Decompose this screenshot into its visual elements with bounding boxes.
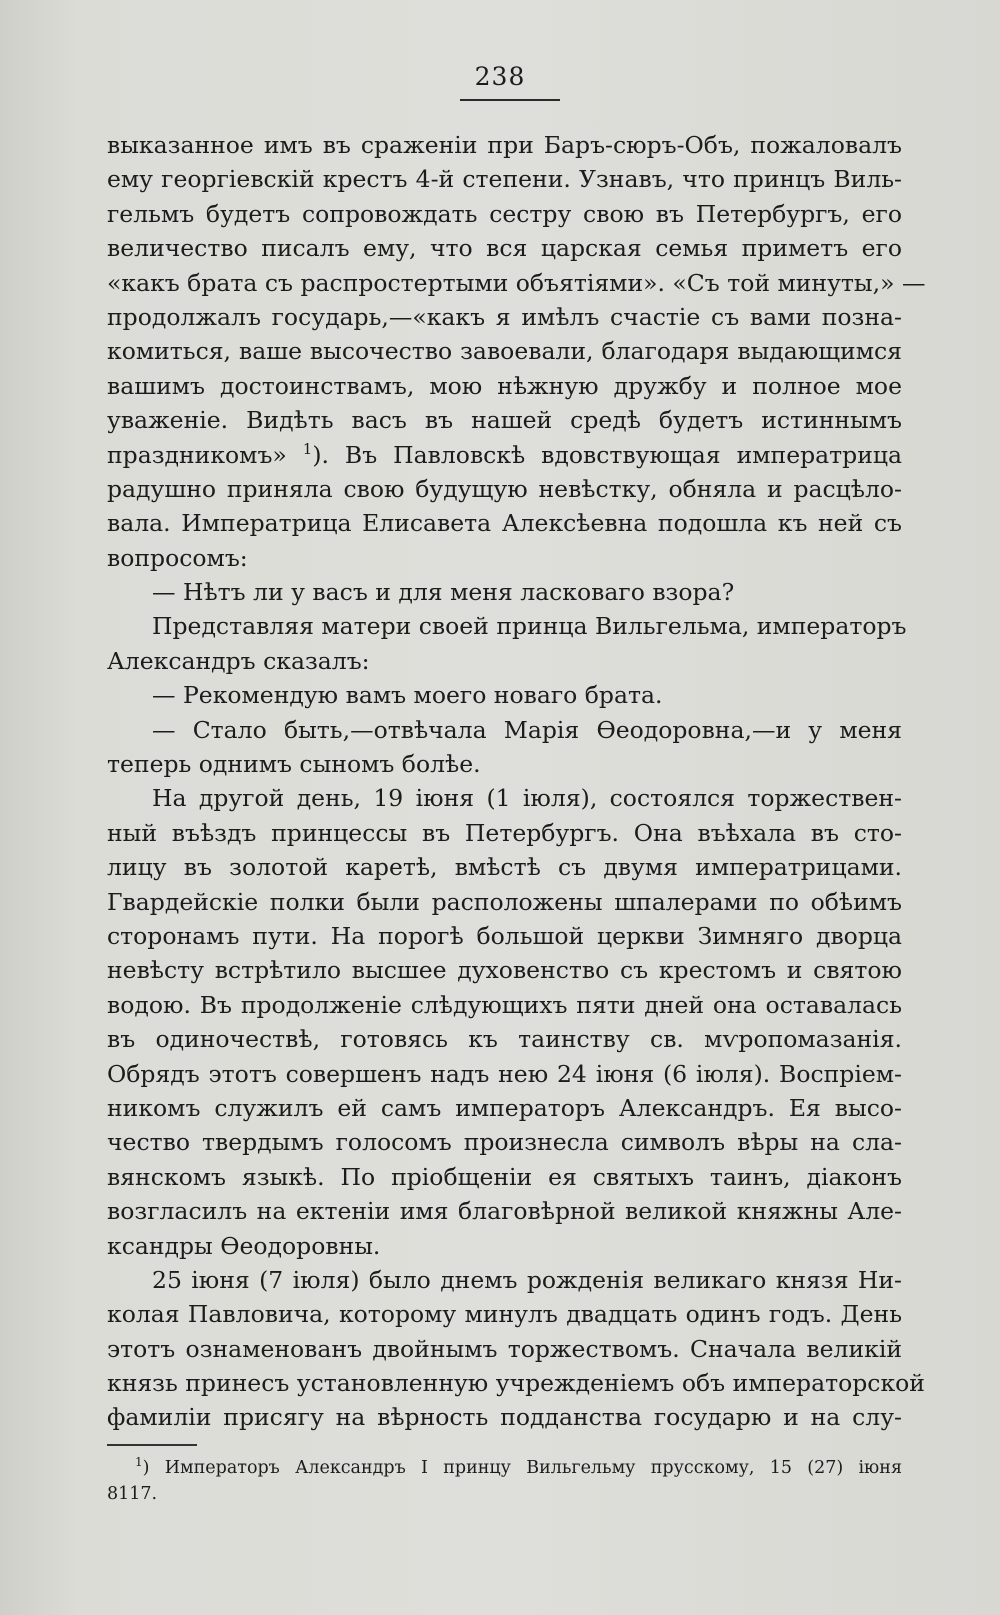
text-line-with-footnote xyxy=(107,438,902,472)
dialogue-line: — Стало быть,—отвѣчала Марія Ѳеодоровна,—и у меня xyxy=(152,715,902,744)
text-line: никомъ служилъ ей самъ императоръ Александръ. Ея высо- xyxy=(107,1093,902,1122)
text-line: вопросомъ: xyxy=(107,543,248,572)
header-rule xyxy=(460,99,560,101)
paragraph-start: На другой день, 19 іюня (1 іюля), состоялся торжествен- xyxy=(152,784,902,813)
text-fragment: ). Въ Павловскѣ вдовствующая императрица xyxy=(312,440,902,469)
text-line: вашимъ достоинствамъ, мою нѣжную дружбу и полное мое xyxy=(107,371,902,400)
footnote-rule xyxy=(107,1444,197,1446)
footnote-mark: 1 xyxy=(135,1455,143,1470)
text-line: ный въѣздъ принцессы въ Петербургъ. Она въѣхала въ сто- xyxy=(107,818,902,847)
footnote-line: 8117. xyxy=(107,1484,158,1504)
footnotes xyxy=(107,1455,902,1507)
footnote-line xyxy=(107,1455,902,1481)
footnote-text: ) Императоръ Александръ I принцу Вильгельму прусскому, 15 (27) іюня xyxy=(142,1458,902,1478)
text-line: «какъ брата съ распростертыми объятіями». «Съ той минуты,» — xyxy=(107,268,926,297)
text-line: вала. Императрица Елисавета Алексѣевна подошла къ ней съ xyxy=(107,509,902,538)
text-line: комиться, ваше высочество завоевали, благодаря выдающимся xyxy=(107,337,902,366)
text-line: теперь однимъ сыномъ болѣе. xyxy=(107,750,481,779)
dialogue-line: — Рекомендую вамъ моего новаго брата. xyxy=(152,681,663,710)
text-line: выказанное имъ въ сраженіи при Баръ-сюръ-Объ, пожаловалъ xyxy=(107,131,902,159)
text-line: невѣсту встрѣтило высшее духовенство съ крестомъ и святою xyxy=(107,956,902,985)
text-line: гельмъ будетъ сопровождать сестру свою въ Петербургъ, его xyxy=(107,199,902,228)
body-text xyxy=(107,128,926,1435)
text-line: сторонамъ пути. На порогѣ большой церкви Зимняго дворца xyxy=(107,921,902,950)
text-line: ему георгіевскій крестъ 4-й степени. Узнавъ, что принцъ Виль- xyxy=(107,165,902,194)
text-line: лицу въ золотой каретѣ, вмѣстѣ съ двумя императрицами. xyxy=(107,853,902,882)
text-line: Александръ сказалъ: xyxy=(107,646,370,675)
text-line: водою. Въ продолженіе слѣдующихъ пяти дней она оставалась xyxy=(107,990,902,1019)
paragraph-start: Представляя матери своей принца Вильгельма, императоръ xyxy=(152,612,907,641)
text-line: уваженіе. Видѣть васъ въ нашей средѣ будетъ истиннымъ xyxy=(107,406,902,435)
text-line: колая Павловича, которому минулъ двадцать одинъ годъ. День xyxy=(107,1300,902,1329)
dialogue-line: — Нѣтъ ли у васъ и для меня ласковаго взора? xyxy=(152,578,735,607)
text-line: Обрядъ этотъ совершенъ надъ нею 24 іюня (6 іюля). Воспріем- xyxy=(107,1059,902,1088)
text-line: въ одиночествѣ, готовясь къ таинству св. мѵропомазанія. xyxy=(107,1025,902,1054)
text-fragment: праздникомъ» xyxy=(107,440,287,469)
text-line: вянскомъ языкѣ. По пріобщеніи ея святыхъ таинъ, діаконъ xyxy=(107,1162,902,1191)
paragraph-start: 25 іюня (7 іюля) было днемъ рожденія великаго князя Ни- xyxy=(152,1265,902,1294)
text-line: продолжалъ государь,—«какъ я имѣлъ счастіе съ вами позна- xyxy=(107,302,902,331)
text-line: чество твердымъ голосомъ произнесла символъ вѣры на сла- xyxy=(107,1128,902,1157)
text-line: величество писалъ ему, что вся царская семья приметъ его xyxy=(107,234,902,263)
text-line: радушно приняла свою будущую невѣстку, обняла и расцѣло- xyxy=(107,474,902,503)
text-line: ксандры Ѳеодоровны. xyxy=(107,1231,381,1260)
text-line: этотъ ознаменованъ двойнымъ торжествомъ. Сначала великій xyxy=(107,1334,902,1363)
text-line: фамиліи присягу на вѣрность подданства государю и на слу- xyxy=(107,1403,902,1432)
text-line: Гвардейскіе полки были расположены шпалерами по обѣимъ xyxy=(107,887,902,916)
text-line: возгласилъ на ектеніи имя благовѣрной великой княжны Але- xyxy=(107,1197,902,1226)
text-line: князь принесъ установленную учрежденіемъ объ императорской xyxy=(107,1369,925,1398)
page-number: 238 xyxy=(474,62,526,91)
footnote-reference: 1 xyxy=(302,439,313,458)
